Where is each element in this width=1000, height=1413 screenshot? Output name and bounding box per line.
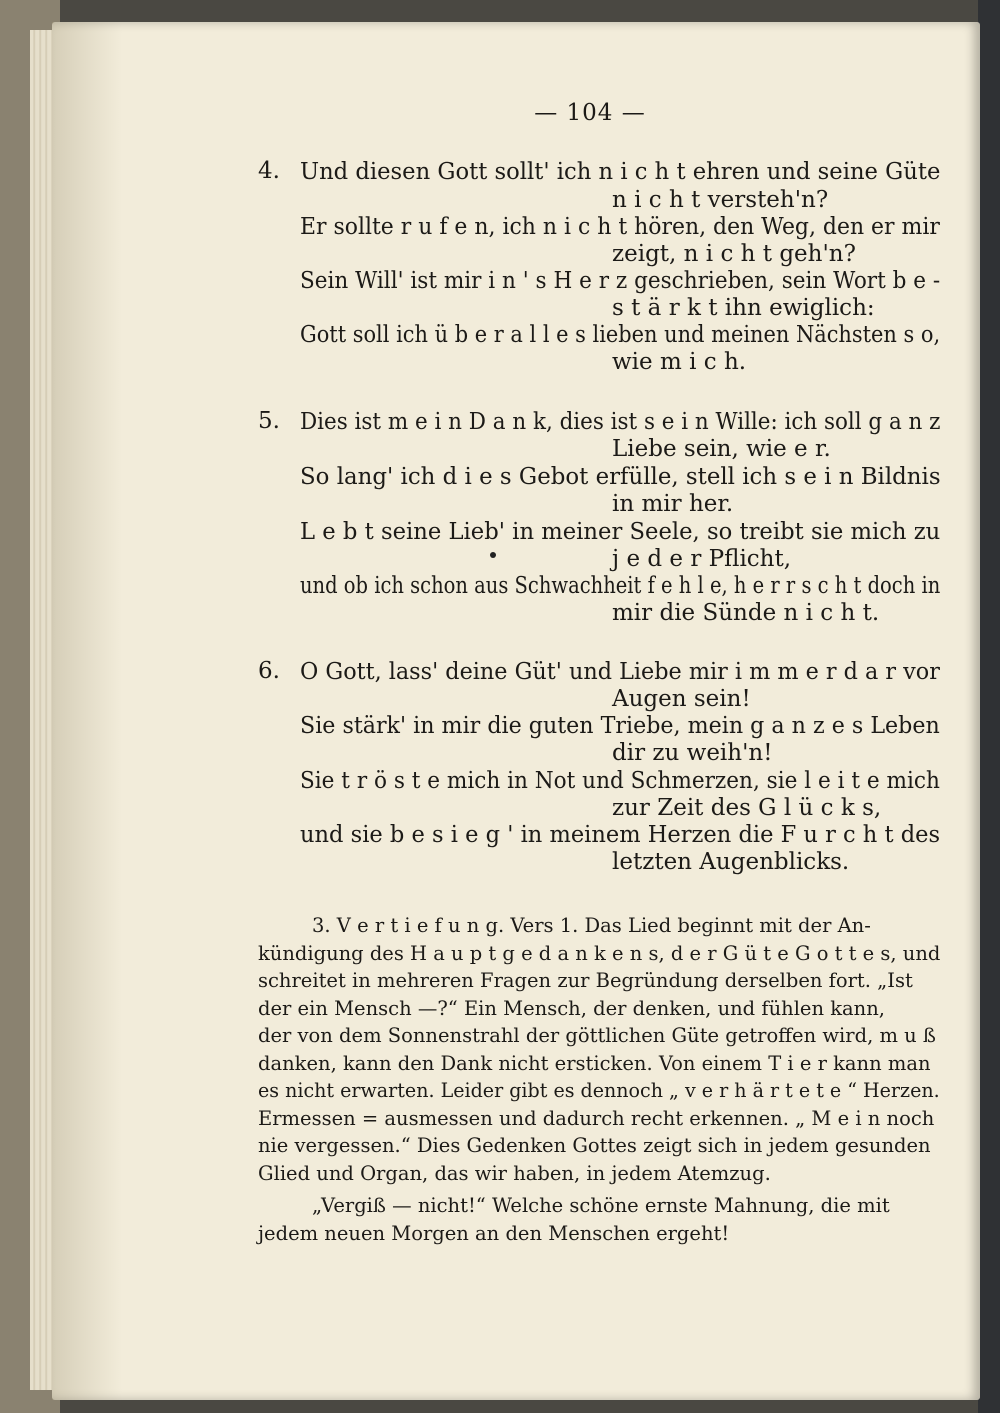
commentary-line: Ermessen = ausmessen und dadurch recht erkennen. „ M e i n noch <box>258 1107 935 1130</box>
stanza-number: 5. <box>258 408 280 434</box>
stanza-number: 6. <box>258 658 280 684</box>
stanza-line: Sie stärk' in mir die guten Triebe, mein g a n z e s Leben <box>300 713 940 739</box>
stanza-line: in mir her. <box>612 491 734 517</box>
stanza-line: s t ä r k t ihn ewiglich: <box>612 295 875 321</box>
stanza-line: und sie b e s i e g ' in meinem Herzen die F u r c h t des <box>300 822 941 848</box>
closing-line: „Vergiß — nicht!“ Welche schöne ernste Mahnung, die mit <box>312 1194 890 1217</box>
stanza-line: Gott soll ich ü b e r a l l e s lieben und meinen Nächsten s o, <box>300 322 941 348</box>
stanza-line: Liebe sein, wie e r. <box>612 436 831 462</box>
stanza-line: wie m i c h. <box>612 349 747 375</box>
stanza-line: dir zu weih'n! <box>612 740 773 766</box>
stanza-line: und ob ich schon aus Schwachheit f e h l e, h e r r s c h t doch in <box>300 573 941 599</box>
commentary-line: schreitet in mehreren Fragen zur Begründung derselben fort. „Ist <box>258 969 913 992</box>
stanza-line: L e b t seine Lieb' in meiner Seele, so treibt sie mich zu <box>300 519 941 545</box>
stanza-line: Augen sein! <box>612 686 751 712</box>
stanza-line: O Gott, lass' deine Güt' und Liebe mir i m m e r d a r vor <box>300 659 940 685</box>
stanza-line: zeigt, n i c h t geh'n? <box>612 241 856 267</box>
stanza-line: Er sollte r u f e n, ich n i c h t hören, den Weg, den er mir <box>300 214 940 240</box>
stanza-line: mir die Sünde n i c h t. <box>612 600 880 626</box>
stanza-line: Dies ist m e i n D a n k, dies ist s e i n Wille: ich soll g a n z <box>300 409 941 435</box>
page-number: — 104 — <box>534 100 646 126</box>
stanza-line: Sie t r ö s t e mich in Not und Schmerzen, sie l e i t e mich <box>300 768 940 794</box>
commentary-line: der ein Mensch —?“ Ein Mensch, der denken, und fühlen kann, <box>258 997 885 1020</box>
stanza-line: Und diesen Gott sollt' ich n i c h t ehren und seine Güte <box>300 159 941 185</box>
stanza-line: So lang' ich d i e s Gebot erfülle, stell ich s e i n Bildnis <box>300 464 941 490</box>
commentary-line: Glied und Organ, das wir haben, in jedem Atemzug. <box>258 1162 771 1185</box>
commentary-line: 3. V e r t i e f u n g. Vers 1. Das Lied beginnt mit der An- <box>312 914 871 937</box>
stanza-line: zur Zeit des G l ü c k s, <box>612 795 882 821</box>
commentary-line: kündigung des H a u p t g e d a n k e n s, d e r G ü t e G o t t e s, und <box>258 942 941 965</box>
closing-line: jedem neuen Morgen an den Menschen ergeht! <box>258 1222 730 1245</box>
commentary-line: es nicht erwarten. Leider gibt es dennoch „ v e r h ä r t e t e “ Herzen. <box>258 1079 940 1102</box>
stanza-line: n i c h t versteh'n? <box>612 187 829 213</box>
commentary-line: der von dem Sonnenstrahl der göttlichen Güte getroffen wird, m u ß <box>258 1024 936 1047</box>
commentary-line: nie vergessen.“ Dies Gedenken Gottes zeigt sich in jedem gesunden <box>258 1134 931 1157</box>
stanza-line: j e d e r Pflicht, <box>612 546 792 572</box>
stanza-line: letzten Augenblicks. <box>612 849 850 875</box>
stanza-line: Sein Will' ist mir i n ' s H e r z geschrieben, sein Wort b e - <box>300 268 941 294</box>
print-speck <box>490 552 496 558</box>
commentary-line: danken, kann den Dank nicht ersticken. Von einem T i e r kann man <box>258 1052 931 1075</box>
stanza-number: 4. <box>258 158 280 184</box>
